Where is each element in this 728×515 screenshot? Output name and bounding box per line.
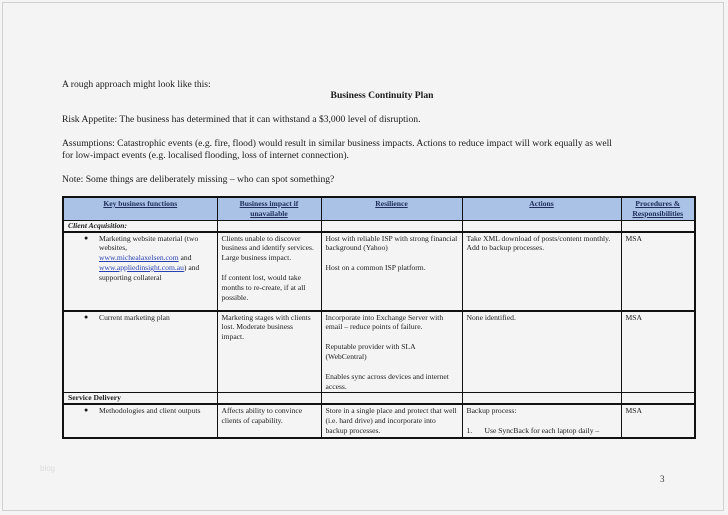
assumptions-line-1: Assumptions: Catastrophic events (e.g. fire, flood) would result in similar business impacts. Actions to reduce impact will work equally as well	[62, 138, 612, 149]
section-label: Service Delivery	[63, 393, 217, 405]
bullet-icon: ●	[84, 406, 89, 415]
function-cell: ● Current marketing plan	[63, 311, 217, 393]
actions-cell: None identified.	[462, 311, 621, 393]
impact-cell: Marketing stages with clients lost. Moderate business impact.	[217, 311, 321, 393]
resilience-cell: Incorporate into Exchange Server with email – reduce points of failure. Reputable provider with SLA (WebCentral) Enables sync across devices and internet access.	[321, 311, 462, 393]
function-cell: ● Marketing website material (two websites, www.michealaxelsen.com and www.appliedinsight.com.au) and supporting collateral	[63, 232, 217, 311]
header-resilience: Resilience	[321, 197, 462, 220]
resilience-cell: Host with reliable ISP with strong financial background (Yahoo) Host on a common ISP platform.	[321, 232, 462, 311]
watermark: blog	[40, 464, 56, 473]
procedures-cell: MSA	[621, 232, 695, 311]
table-row	[63, 311, 695, 393]
risk-appetite-text: Risk Appetite: The business has determined that it can withstand a $3,000 level of disruption.	[62, 114, 421, 125]
table-row	[63, 232, 695, 311]
header-procedures: Procedures & Responsibilities	[621, 197, 695, 220]
impact-cell: Affects ability to convince clients of capability.	[217, 404, 321, 438]
intro-text: A rough approach might look like this:	[62, 79, 211, 90]
website-link-1[interactable]: www.michealaxelsen.com	[99, 253, 179, 263]
procedures-cell: MSA	[621, 404, 695, 438]
section-label: Client Acquisition:	[63, 220, 217, 232]
assumptions-line-2: for low-impact events (e.g. localised flooding, loss of internet connection).	[62, 150, 349, 161]
actions-cell: Take XML download of posts/content monthly. Add to backup processes.	[462, 232, 621, 311]
table-row	[63, 404, 695, 438]
business-continuity-table	[62, 196, 696, 439]
document-title: Business Continuity Plan	[330, 90, 434, 101]
section-row-service-delivery	[63, 393, 695, 405]
bullet-icon: ●	[84, 312, 89, 321]
header-key-business-functions: Key business functions	[63, 197, 217, 220]
note-text: Note: Some things are deliberately missing – who can spot something?	[62, 174, 335, 185]
header-actions: Actions	[462, 197, 621, 220]
bullet-icon: ●	[84, 233, 89, 242]
website-link-2[interactable]: www.appliedinsight.com.au	[99, 262, 184, 272]
actions-cell: Backup process: 1. Use SyncBack for each laptop daily –	[462, 404, 621, 438]
function-cell: ● Methodologies and client outputs	[63, 404, 217, 438]
procedures-cell: MSA	[621, 311, 695, 393]
resilience-cell: Store in a single place and protect that well (i.e. hard drive) and incorporate into backup processes.	[321, 404, 462, 438]
section-row-client-acquisition	[63, 220, 695, 232]
header-business-impact: Business impact if unavailable	[217, 197, 321, 220]
table-header-row	[63, 197, 695, 220]
page-number: 3	[660, 474, 665, 484]
impact-cell: Clients unable to discover business and identify services. Large business impact. If content lost, would take months to re-create, if at all possible.	[217, 232, 321, 311]
